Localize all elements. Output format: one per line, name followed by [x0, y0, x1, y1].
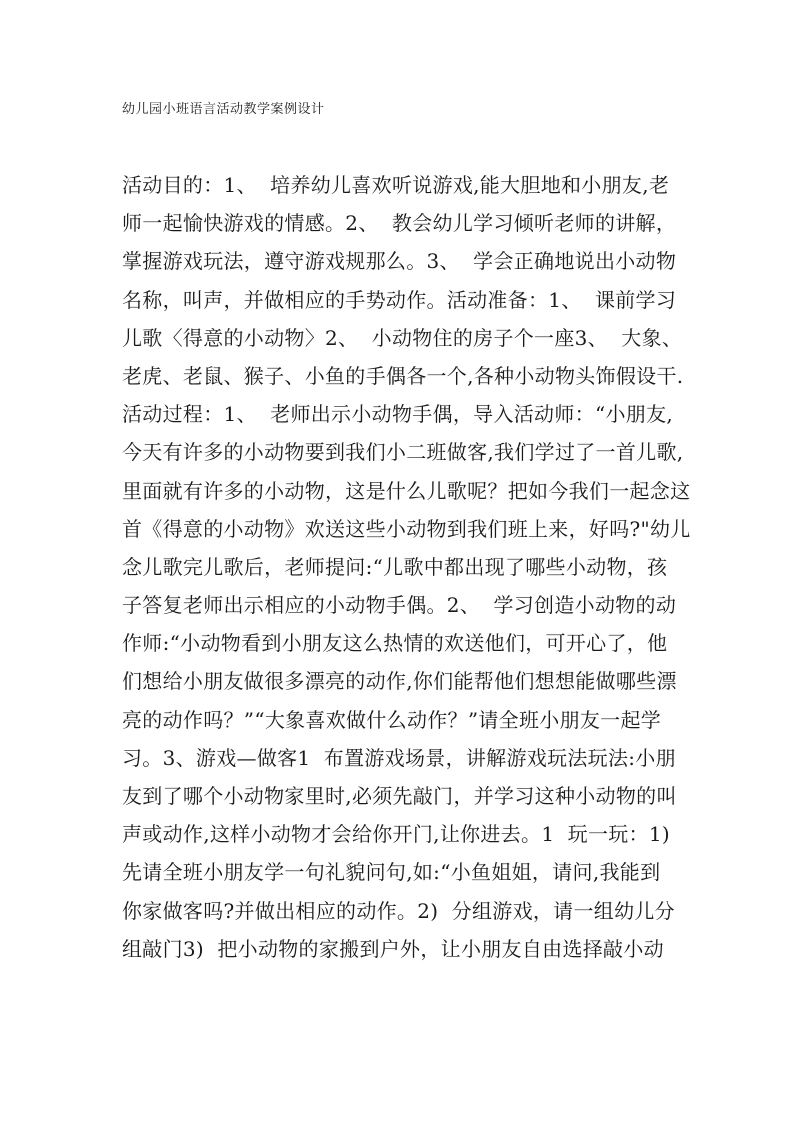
body-line: 子答复老师出示相应的小动物手偶。2、 学习创造小动物的动: [122, 593, 677, 618]
body-line: 亮的动作吗？”“大象喜欢做什么动作？”请全班小朋友一起学: [122, 707, 662, 732]
body-line: 活动目的：1、 培养幼儿喜欢听说游戏,能大胆地和小朋友,老: [122, 173, 670, 197]
body-line: 名称，叫声，并做相应的手势动作。活动准备：1、 课前学习: [122, 287, 677, 312]
body-line: 们想给小朋友做很多漂亮的动作,你们能帮他们想想能做哪些漂: [122, 669, 677, 694]
body-line: 儿歌〈得意的小动物〉2、 小动物住的房子个一座3、 大象、: [122, 325, 683, 350]
document-title: 幼儿园小班语言活动教学案例设计: [122, 102, 325, 117]
body-line: 组敲门3) 把小动物的家搬到户外，让小朋友自由选择敲小动: [122, 936, 664, 961]
body-line: 首《得意的小动物》欢送这些小动物到我们班上来，好吗?"幼儿: [122, 516, 691, 541]
body-line: 作师:“小动物看到小朋友这么热情的欢送他们，可开心了，他: [122, 631, 668, 656]
body-line: 今天有许多的小动物要到我们小二班做客,我们学过了一首儿歌,: [122, 440, 684, 465]
body-line: 你家做客吗?并做出相应的动作。2) 分组游戏，请一组幼儿分: [122, 898, 675, 923]
body-line: 掌握游戏玩法，遵守游戏规那么。3、 学会正确地说出小动物: [122, 249, 677, 274]
body-line: 友到了哪个小动物家里时,必须先敲门，并学习这种小动物的叫: [122, 784, 677, 808]
body-line: 里面就有许多的小动物，这是什么儿歌呢？把如今我们一起念这: [122, 478, 691, 503]
body-line: 声或动作,这样小动物才会给你开门,让你进去。1 玩一玩：1): [122, 822, 670, 847]
body-line: 念儿歌完儿歌后，老师提问:“儿歌中都出现了哪些小动物，孩: [122, 554, 668, 579]
document-body: [122, 166, 702, 968]
body-line: 活动过程：1、 老师出示小动物手偶，导入活动师：“小朋友,: [122, 402, 674, 427]
body-line: 先请全班小朋友学一句礼貌问句,如:“小鱼姐姐，请问,我能到: [122, 860, 661, 885]
body-line: 习。3、游戏—做客1 布置游戏场景，讲解游戏玩法玩法:小朋: [122, 745, 676, 770]
body-line: 老虎、老鼠、猴子、小鱼的手偶各一个,各种小动物头饰假设干.: [122, 363, 684, 388]
body-line: 师一起愉快游戏的情感。2、 教会幼儿学习倾听老师的讲解，: [122, 211, 677, 236]
